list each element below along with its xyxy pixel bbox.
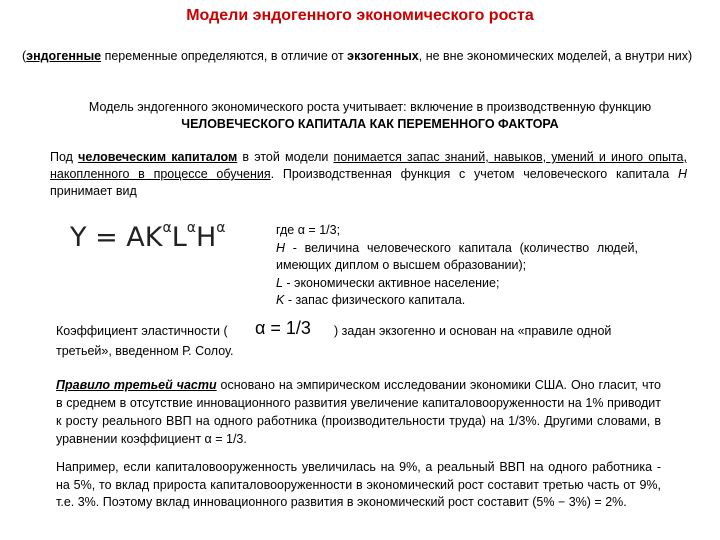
legend-h-symbol: H [276,240,286,255]
rule-text: основано на эмпирическом исследовании экономики США. Оно гласит, что в среднем в отсутствие инновационного развития увеличение капиталовооруженности на 1% приводит к росту реального ВВП на одного работника (производительности труда) на 1/3%. Другими словами, в уравнении коэффициент α = 1/3. [56,378,661,446]
coefficient-value: α = 1/3 [255,318,311,338]
page-title: Модели эндогенного экономического роста [186,7,534,24]
hc-symbol-h: H [677,167,687,181]
model-text: Модель эндогенного экономического роста учитывает: включение в производственную функцию [88,100,652,114]
intro-text-1: переменные определяются, в отличие от [101,49,348,63]
term-human-capital: человеческим капиталом [78,150,238,164]
legend-h-desc: - величина человеческого капитала (количество людей, имеющих диплом о высшем образовании); [276,240,638,272]
legend-l-desc: - экономически активное население; [282,275,500,290]
human-capital-paragraph [50,149,687,200]
formula-exp-k: α [162,220,172,236]
hc-text-2: в этой модели [237,150,334,164]
formula-legend [276,222,638,310]
hc-text-1: Под [50,150,79,164]
legend-h [276,240,638,275]
model-paragraph [60,99,680,133]
legend-k [276,292,638,310]
hc-definition: понимается запас знаний, навыков, умений и иного опыта, накопленного в процессе обучения [50,150,687,181]
example-paragraph: Например, если капиталовооруженность увеличилась на 9%, а реальный ВВП на одного работника - на 5%, то вклад прироста капиталовооруженности в экономический рост составит третью часть от 9%, т.е. 3%. Поэтому вклад инновационного развития в экономический рост составит (5% − 3%) = 2%. [56,460,661,509]
formula-l: L [171,222,187,253]
intro-paragraph [22,48,712,65]
formula-exp-h: α [216,220,226,236]
production-function-formula [70,222,270,262]
formula-lhs: Y = AK [70,222,163,253]
formula-exp-l: α [186,220,196,236]
coefficient-text-2: ) задан экзогенно и основан на «правиле одной [334,324,612,338]
formula-h: H [195,222,217,253]
intro-open: ( [22,49,27,63]
legend-k-symbol: K [276,293,285,307]
legend-k-desc: - запас физического капитала. [284,293,466,307]
model-bold-text: ЧЕЛОВЕЧЕСКОГО КАПИТАЛА КАК ПЕРЕМЕННОГО ФАКТОРА [181,117,559,131]
coefficient-text-3: третьей», введенном Р. Солоу. [56,344,234,358]
term-exogenous: экзогенных [347,49,419,63]
hc-text-3: . Производственная функция с учетом человеческого капитала [270,167,678,181]
hc-text-4: принимает вид [50,184,137,198]
term-rule: Правило третьей части [56,378,217,392]
term-endogenous: эндогенные [26,49,102,63]
legend-l-symbol: L [276,275,283,290]
intro-text-2: , не вне экономических моделей, а внутри них) [418,49,693,63]
coefficient-text-1: Коэффициент эластичности ( [56,324,228,338]
legend-alpha: где α = 1/3; [276,223,341,237]
legend-l [276,275,638,293]
rule-paragraph [56,376,661,448]
